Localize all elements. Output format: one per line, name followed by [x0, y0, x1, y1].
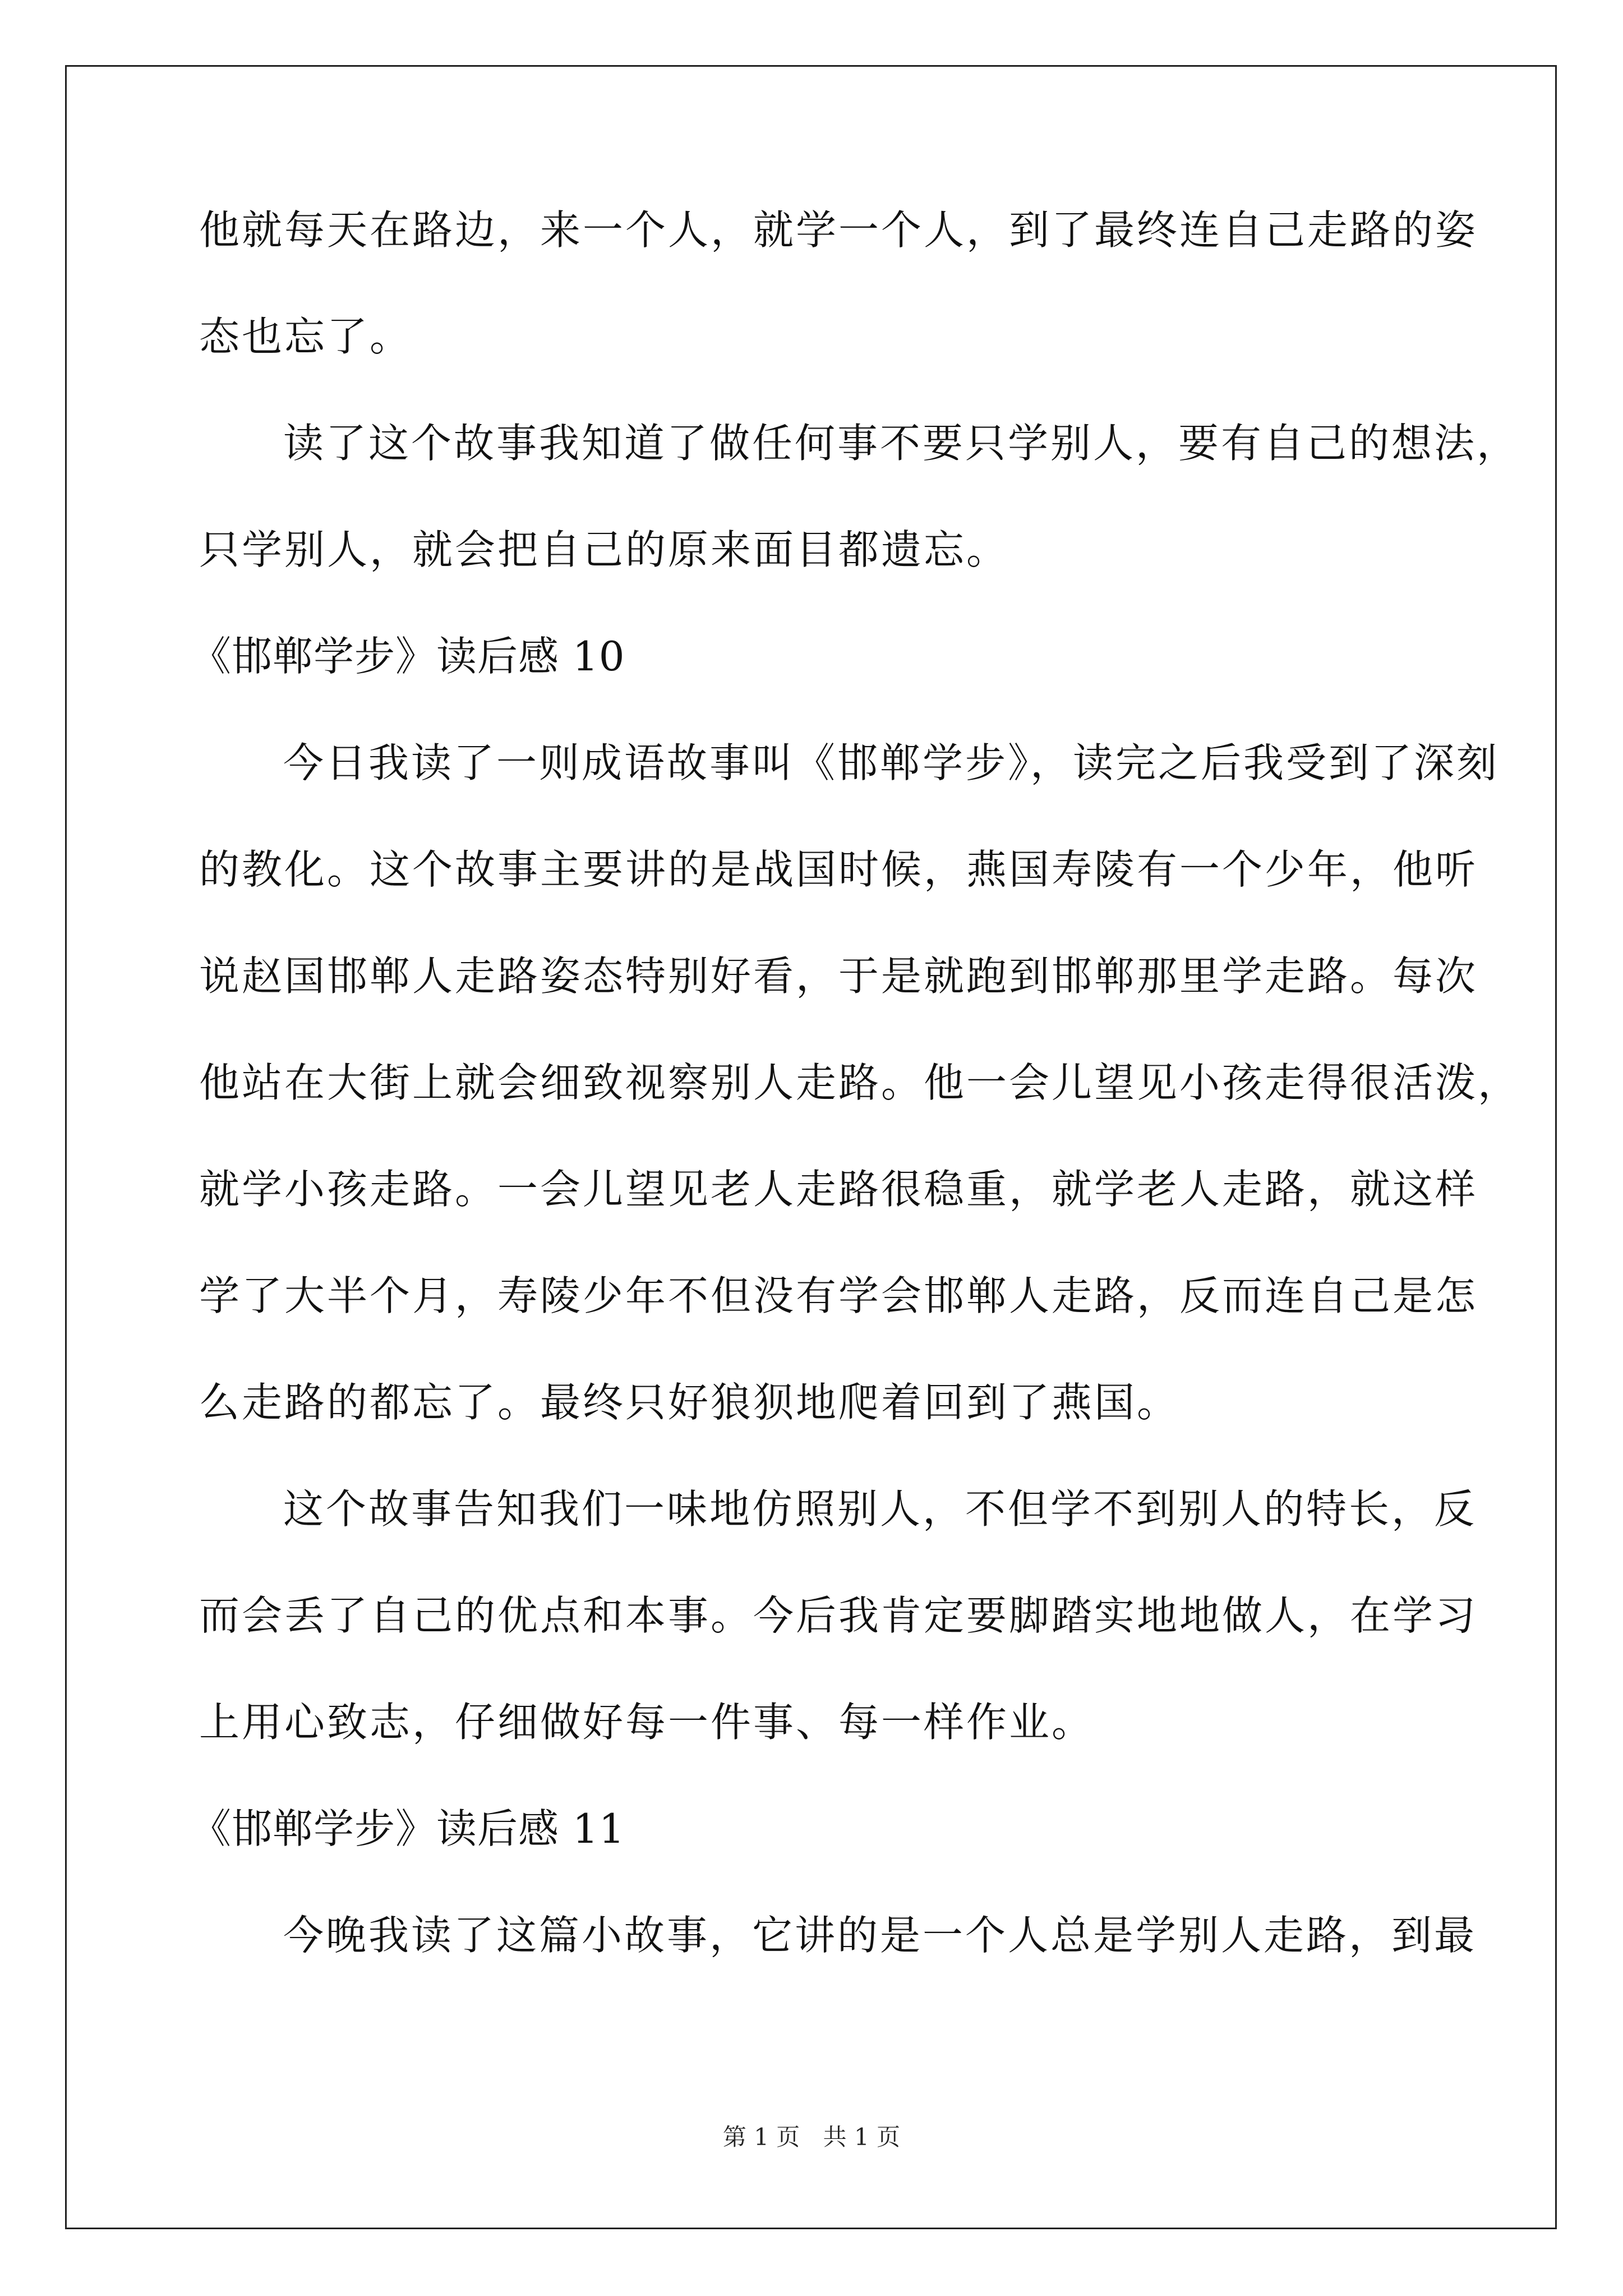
paragraph-line: 上用心致志，仔细做好每一件事、每一样作业。 — [199, 1699, 1095, 1746]
paragraph-line: 只学别人，就会把自己的原来面目都遗忘。 — [199, 526, 1009, 573]
page-total: 共 1 页 — [823, 2123, 901, 2151]
paragraph-line: 学了大半个月，寿陵少年不但没有学会邯郸人走路，反而连自己是怎 — [199, 1272, 1478, 1319]
page-number: 第 1 页 — [722, 2123, 800, 2151]
paragraph-line: 么走路的都忘了。最终只好狼狈地爬着回到了燕国。 — [199, 1379, 1180, 1426]
paragraph-line: 而会丢了自己的优点和本事。今后我肯定要脚踏实地地做人，在学习 — [199, 1592, 1478, 1639]
paragraph-line: 说赵国邯郸人走路姿态特别好看，于是就跑到邯郸那里学走路。每次 — [199, 953, 1478, 1000]
section-heading: 《邯郸学步》读后感 10 — [191, 633, 625, 680]
paragraph-line: 今日我读了一则成语故事叫《邯郸学步》，读完之后我受到了深刻 — [283, 739, 1500, 786]
paragraph-line: 的教化。这个故事主要讲的是战国时候，燕国寿陵有一个少年，他听 — [199, 846, 1478, 893]
page-border — [65, 65, 1557, 2229]
paragraph-line: 这个故事告知我们一味地仿照别人，不但学不到别人的特长，反 — [283, 1485, 1477, 1533]
paragraph-line: 他就每天在路边，来一个人，就学一个人，到了最终连自己走路的姿 — [199, 206, 1478, 254]
paragraph-line: 态也忘了。 — [199, 313, 413, 360]
paragraph-line: 就学小孩走路。一会儿望见老人走路很稳重，就学老人走路，就这样 — [199, 1166, 1478, 1213]
section-heading: 《邯郸学步》读后感 11 — [191, 1805, 625, 1852]
page-footer — [0, 2123, 1623, 2151]
paragraph-line: 读了这个故事我知道了做任何事不要只学别人，要有自己的想法， — [283, 420, 1520, 467]
paragraph-line: 今晚我读了这篇小故事，它讲的是一个人总是学别人走路，到最 — [283, 1912, 1477, 1959]
paragraph-line: 他站在大街上就会细致视察别人走路。他一会儿望见小孩走得很活泼， — [199, 1059, 1521, 1106]
